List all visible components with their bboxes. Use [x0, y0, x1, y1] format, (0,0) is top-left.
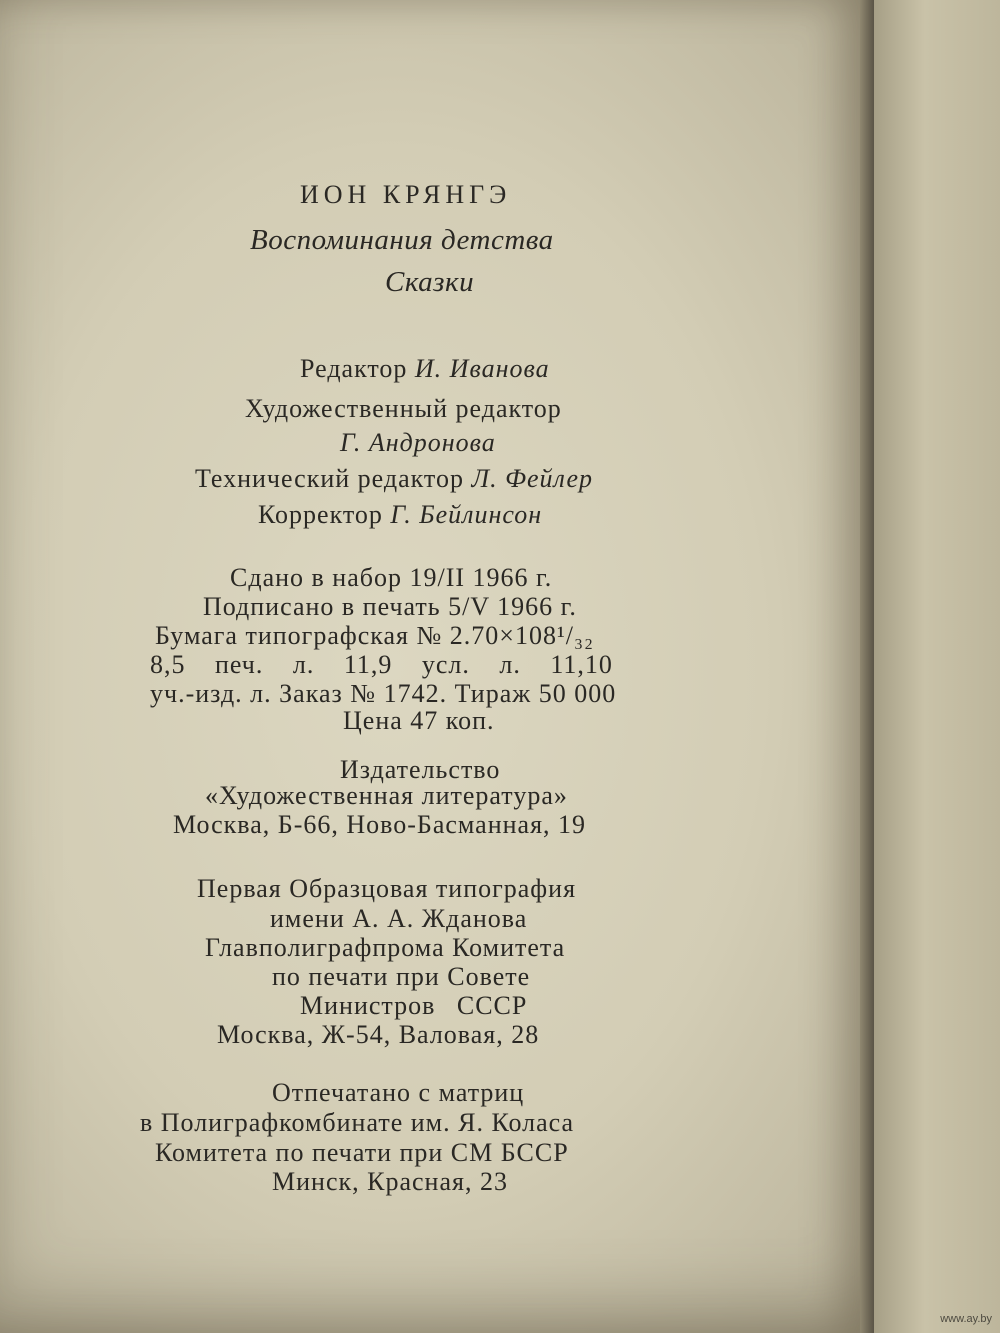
- tech-editor-label: Технический редактор: [195, 464, 464, 493]
- matrix-line-2: в Полиграфкомбинате им. Я. Коласа: [140, 1108, 575, 1137]
- printer-line-3: Главполиграфпрома Комитета: [205, 933, 566, 962]
- tech-editor-name: Л. Фейлер: [471, 464, 594, 493]
- printer-line-1: Первая Образцовая типография: [197, 874, 577, 903]
- proofreader-label: Корректор: [258, 500, 383, 529]
- print-info-line-5: уч.-изд. л. Заказ № 1742. Тираж 50 000: [150, 679, 617, 708]
- watermark: www.ay.by: [940, 1313, 992, 1325]
- publisher-line-2: «Художественная литература»: [205, 781, 568, 810]
- printer-line-2: имени А. А. Жданова: [270, 904, 528, 933]
- author-name: ИОН КРЯНГЭ: [300, 180, 512, 209]
- title-line-2: Сказки: [385, 266, 475, 298]
- matrix-line-4: Минск, Красная, 23: [272, 1167, 508, 1196]
- printer-line-4: по печати при Совете: [272, 962, 531, 991]
- print-info-line-2: Подписано в печать 5/V 1966 г.: [203, 592, 577, 621]
- art-editor-name: Г. Андронова: [340, 428, 496, 457]
- printer-line-5: Министров СССР: [300, 991, 528, 1020]
- matrix-line-1: Отпечатано с матриц: [272, 1078, 525, 1107]
- title-line-1: Воспоминания детства: [250, 224, 554, 256]
- printer-line-6: Москва, Ж-54, Валовая, 28: [217, 1020, 540, 1049]
- editor-name: И. Иванова: [414, 354, 550, 383]
- editor-label: Редактор: [300, 354, 408, 383]
- print-info-line-6: Цена 47 коп.: [343, 706, 495, 735]
- publisher-line-3: Москва, Б-66, Ново-Басманная, 19: [173, 810, 587, 839]
- editor-line: [300, 354, 550, 384]
- art-editor-label: Художественный редактор: [245, 394, 562, 423]
- book-gutter: [860, 0, 874, 1333]
- print-info-line-3: Бумага типографская № 2.70×108¹/₃₂: [155, 621, 595, 650]
- publisher-line-1: Издательство: [340, 755, 501, 784]
- tech-editor-line: [195, 464, 593, 494]
- matrix-line-3: Комитета по печати при СМ БССР: [155, 1138, 569, 1167]
- print-info-line-1: Сдано в набор 19/II 1966 г.: [230, 563, 553, 592]
- facing-page-edge: [874, 0, 1000, 1333]
- print-info-line-4: 8,5 печ. л. 11,9 усл. л. 11,10: [150, 650, 613, 679]
- proofreader-name: Г. Бейлинсон: [390, 500, 543, 529]
- proofreader-line: [258, 500, 542, 530]
